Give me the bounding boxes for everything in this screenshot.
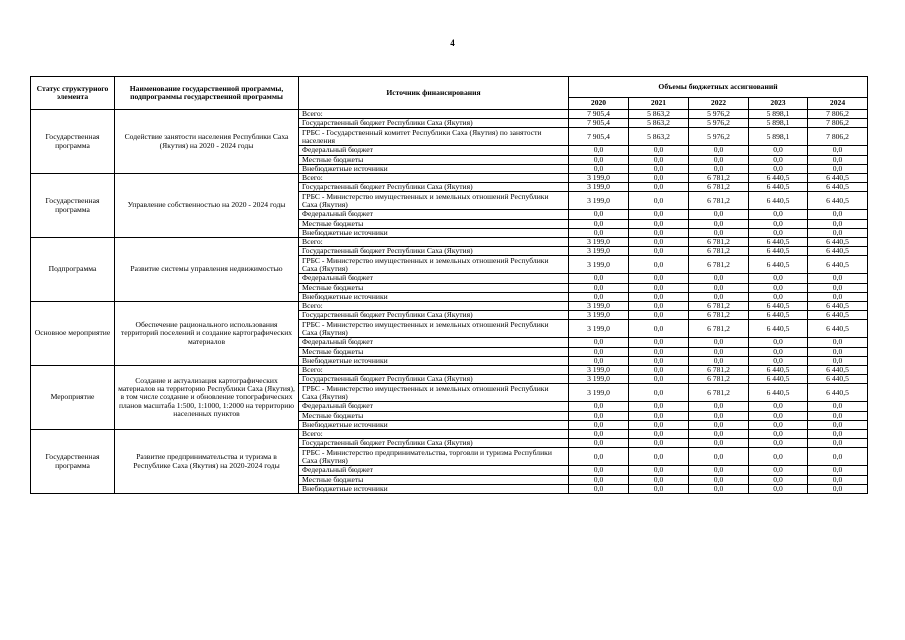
amount-cell-2020: 0,0 bbox=[569, 466, 629, 475]
amount-cell-2021: 0,0 bbox=[629, 338, 689, 347]
amount-cell-2021: 0,0 bbox=[629, 347, 689, 356]
amount-cell-2020: 0,0 bbox=[569, 420, 629, 429]
funding-source-total: Всего: bbox=[299, 430, 569, 439]
funding-source-state-budget: Государственный бюджет Республики Саха (Якутия) bbox=[299, 439, 569, 448]
amount-cell-2021: 0,0 bbox=[629, 366, 689, 375]
funding-source-extrabudgetary: Внебюджетные источники bbox=[299, 292, 569, 301]
amount-cell-2024: 7 806,2 bbox=[808, 128, 868, 146]
amount-cell-2022: 6 781,2 bbox=[689, 192, 749, 210]
funding-source-extrabudgetary: Внебюджетные источники bbox=[299, 164, 569, 173]
amount-cell-2022: 0,0 bbox=[689, 411, 749, 420]
amount-cell-2022: 6 781,2 bbox=[689, 247, 749, 256]
element-status-cell: Подпрограмма bbox=[31, 238, 115, 302]
element-status-cell: Основное мероприятие bbox=[31, 302, 115, 366]
header-program-name: Наименование государственной программы, подпрограммы государственной программы bbox=[115, 77, 299, 110]
amount-cell-2021: 0,0 bbox=[629, 292, 689, 301]
header-year: 2020 bbox=[569, 98, 629, 110]
amount-cell-2022: 0,0 bbox=[689, 228, 749, 237]
amount-cell-2021: 0,0 bbox=[629, 228, 689, 237]
amount-cell-2023: 0,0 bbox=[749, 155, 808, 164]
amount-cell-2021: 0,0 bbox=[629, 164, 689, 173]
amount-cell-2024: 6 440,5 bbox=[808, 192, 868, 210]
amount-cell-2024: 6 440,5 bbox=[808, 375, 868, 384]
amount-cell-2020: 3 199,0 bbox=[569, 183, 629, 192]
amount-cell-2023: 0,0 bbox=[749, 448, 808, 466]
header-year: 2021 bbox=[629, 98, 689, 110]
amount-cell-2023: 6 440,5 bbox=[749, 366, 808, 375]
amount-cell-2021: 0,0 bbox=[629, 402, 689, 411]
amount-cell-2021: 0,0 bbox=[629, 274, 689, 283]
page-number: 4 bbox=[450, 38, 455, 48]
funding-source-local-budgets: Местные бюджеты bbox=[299, 283, 569, 292]
funding-source-total: Всего: bbox=[299, 366, 569, 375]
amount-cell-2021: 0,0 bbox=[629, 384, 689, 402]
amount-cell-2020: 0,0 bbox=[569, 210, 629, 219]
amount-cell-2020: 7 905,4 bbox=[569, 110, 629, 119]
amount-cell-2023: 0,0 bbox=[749, 274, 808, 283]
amount-cell-2022: 0,0 bbox=[689, 484, 749, 493]
amount-cell-2023: 6 440,5 bbox=[749, 384, 808, 402]
amount-cell-2022: 0,0 bbox=[689, 210, 749, 219]
amount-cell-2023: 6 440,5 bbox=[749, 302, 808, 311]
funding-source-federal-budget: Федеральный бюджет bbox=[299, 210, 569, 219]
amount-cell-2022: 6 781,2 bbox=[689, 311, 749, 320]
amount-cell-2022: 5 976,2 bbox=[689, 128, 749, 146]
amount-cell-2023: 0,0 bbox=[749, 466, 808, 475]
amount-cell-2024: 0,0 bbox=[808, 448, 868, 466]
amount-cell-2020: 0,0 bbox=[569, 430, 629, 439]
amount-cell-2022: 0,0 bbox=[689, 347, 749, 356]
amount-cell-2020: 0,0 bbox=[569, 219, 629, 228]
amount-cell-2024: 0,0 bbox=[808, 283, 868, 292]
amount-cell-2024: 0,0 bbox=[808, 338, 868, 347]
amount-cell-2021: 0,0 bbox=[629, 238, 689, 247]
amount-cell-2021: 0,0 bbox=[629, 146, 689, 155]
amount-cell-2020: 3 199,0 bbox=[569, 247, 629, 256]
amount-cell-2024: 0,0 bbox=[808, 484, 868, 493]
amount-cell-2021: 0,0 bbox=[629, 210, 689, 219]
amount-cell-2021: 0,0 bbox=[629, 484, 689, 493]
funding-source-total: Всего: bbox=[299, 110, 569, 119]
amount-cell-2023: 0,0 bbox=[749, 356, 808, 365]
amount-cell-2020: 3 199,0 bbox=[569, 384, 629, 402]
funding-source-extrabudgetary: Внебюджетные источники bbox=[299, 228, 569, 237]
amount-cell-2023: 5 898,1 bbox=[749, 119, 808, 128]
amount-cell-2023: 6 440,5 bbox=[749, 174, 808, 183]
funding-source-grbs: ГРБС - Государственный комитет Республики Саха (Якутия) по занятости населения bbox=[299, 128, 569, 146]
amount-cell-2024: 0,0 bbox=[808, 210, 868, 219]
funding-source-total: Всего: bbox=[299, 302, 569, 311]
amount-cell-2024: 6 440,5 bbox=[808, 366, 868, 375]
funding-source-state-budget: Государственный бюджет Республики Саха (Якутия) bbox=[299, 247, 569, 256]
amount-cell-2020: 3 199,0 bbox=[569, 366, 629, 375]
amount-cell-2022: 6 781,2 bbox=[689, 183, 749, 192]
amount-cell-2024: 6 440,5 bbox=[808, 302, 868, 311]
amount-cell-2022: 0,0 bbox=[689, 274, 749, 283]
amount-cell-2024: 6 440,5 bbox=[808, 311, 868, 320]
funding-source-grbs: ГРБС - Министерство предпринимательства, торговли и туризма Республики Саха (Якутия) bbox=[299, 448, 569, 466]
amount-cell-2024: 0,0 bbox=[808, 292, 868, 301]
amount-cell-2022: 0,0 bbox=[689, 420, 749, 429]
amount-cell-2022: 6 781,2 bbox=[689, 366, 749, 375]
funding-source-state-budget: Государственный бюджет Республики Саха (Якутия) bbox=[299, 311, 569, 320]
amount-cell-2021: 0,0 bbox=[629, 283, 689, 292]
amount-cell-2021: 0,0 bbox=[629, 192, 689, 210]
amount-cell-2020: 0,0 bbox=[569, 228, 629, 237]
amount-cell-2020: 7 905,4 bbox=[569, 119, 629, 128]
amount-cell-2020: 3 199,0 bbox=[569, 192, 629, 210]
amount-cell-2021: 0,0 bbox=[629, 311, 689, 320]
amount-cell-2020: 3 199,0 bbox=[569, 174, 629, 183]
funding-source-federal-budget: Федеральный бюджет bbox=[299, 146, 569, 155]
amount-cell-2023: 5 898,1 bbox=[749, 110, 808, 119]
amount-cell-2022: 0,0 bbox=[689, 146, 749, 155]
amount-cell-2022: 6 781,2 bbox=[689, 302, 749, 311]
amount-cell-2024: 0,0 bbox=[808, 475, 868, 484]
amount-cell-2023: 6 440,5 bbox=[749, 311, 808, 320]
amount-cell-2023: 0,0 bbox=[749, 347, 808, 356]
amount-cell-2023: 6 440,5 bbox=[749, 256, 808, 274]
amount-cell-2022: 0,0 bbox=[689, 283, 749, 292]
amount-cell-2020: 0,0 bbox=[569, 274, 629, 283]
funding-source-extrabudgetary: Внебюджетные источники bbox=[299, 484, 569, 493]
amount-cell-2022: 0,0 bbox=[689, 402, 749, 411]
amount-cell-2021: 0,0 bbox=[629, 174, 689, 183]
amount-cell-2023: 6 440,5 bbox=[749, 238, 808, 247]
budget-table-body bbox=[31, 110, 868, 494]
amount-cell-2023: 0,0 bbox=[749, 164, 808, 173]
amount-cell-2024: 0,0 bbox=[808, 466, 868, 475]
funding-source-local-budgets: Местные бюджеты bbox=[299, 219, 569, 228]
amount-cell-2020: 0,0 bbox=[569, 448, 629, 466]
amount-cell-2021: 5 863,2 bbox=[629, 119, 689, 128]
header-year: 2024 bbox=[808, 98, 868, 110]
funding-source-grbs: ГРБС - Министерство имущественных и земельных отношений Республики Саха (Якутия) bbox=[299, 192, 569, 210]
amount-cell-2021: 0,0 bbox=[629, 155, 689, 164]
amount-cell-2021: 0,0 bbox=[629, 320, 689, 338]
program-name-cell: Развитие предпринимательства и туризма в Республике Саха (Якутия) на 2020-2024 годы bbox=[115, 430, 299, 494]
funding-source-local-budgets: Местные бюджеты bbox=[299, 411, 569, 420]
amount-cell-2023: 0,0 bbox=[749, 411, 808, 420]
header-year: 2023 bbox=[749, 98, 808, 110]
funding-source-local-budgets: Местные бюджеты bbox=[299, 347, 569, 356]
table-row bbox=[31, 302, 868, 311]
funding-source-extrabudgetary: Внебюджетные источники bbox=[299, 356, 569, 365]
amount-cell-2020: 0,0 bbox=[569, 292, 629, 301]
funding-source-local-budgets: Местные бюджеты bbox=[299, 155, 569, 164]
element-status-cell: Государственная программа bbox=[31, 430, 115, 494]
amount-cell-2024: 7 806,2 bbox=[808, 119, 868, 128]
amount-cell-2023: 0,0 bbox=[749, 228, 808, 237]
amount-cell-2023: 0,0 bbox=[749, 430, 808, 439]
amount-cell-2020: 0,0 bbox=[569, 411, 629, 420]
amount-cell-2023: 0,0 bbox=[749, 210, 808, 219]
amount-cell-2023: 6 440,5 bbox=[749, 247, 808, 256]
funding-source-federal-budget: Федеральный бюджет bbox=[299, 274, 569, 283]
amount-cell-2024: 0,0 bbox=[808, 347, 868, 356]
header-funding-source: Источник финансирования bbox=[299, 77, 569, 110]
amount-cell-2024: 0,0 bbox=[808, 356, 868, 365]
table-row bbox=[31, 430, 868, 439]
table-row bbox=[31, 366, 868, 375]
amount-cell-2022: 6 781,2 bbox=[689, 238, 749, 247]
amount-cell-2023: 0,0 bbox=[749, 338, 808, 347]
amount-cell-2022: 0,0 bbox=[689, 475, 749, 484]
amount-cell-2024: 0,0 bbox=[808, 146, 868, 155]
amount-cell-2023: 0,0 bbox=[749, 420, 808, 429]
element-status-cell: Государственная программа bbox=[31, 110, 115, 174]
amount-cell-2020: 0,0 bbox=[569, 338, 629, 347]
funding-source-grbs: ГРБС - Министерство имущественных и земельных отношений Республики Саха (Якутия) bbox=[299, 384, 569, 402]
funding-source-federal-budget: Федеральный бюджет bbox=[299, 338, 569, 347]
amount-cell-2021: 0,0 bbox=[629, 375, 689, 384]
amount-cell-2023: 0,0 bbox=[749, 475, 808, 484]
amount-cell-2022: 6 781,2 bbox=[689, 256, 749, 274]
amount-cell-2021: 5 863,2 bbox=[629, 128, 689, 146]
amount-cell-2024: 7 806,2 bbox=[808, 110, 868, 119]
amount-cell-2021: 0,0 bbox=[629, 356, 689, 365]
funding-source-grbs: ГРБС - Министерство имущественных и земельных отношений Республики Саха (Якутия) bbox=[299, 256, 569, 274]
amount-cell-2022: 0,0 bbox=[689, 466, 749, 475]
amount-cell-2022: 0,0 bbox=[689, 155, 749, 164]
amount-cell-2021: 0,0 bbox=[629, 247, 689, 256]
funding-source-grbs: ГРБС - Министерство имущественных и земельных отношений Республики Саха (Якутия) bbox=[299, 320, 569, 338]
amount-cell-2023: 0,0 bbox=[749, 292, 808, 301]
table-row bbox=[31, 238, 868, 247]
budget-allocation-table bbox=[30, 76, 868, 494]
amount-cell-2021: 0,0 bbox=[629, 219, 689, 228]
amount-cell-2024: 0,0 bbox=[808, 164, 868, 173]
amount-cell-2020: 0,0 bbox=[569, 164, 629, 173]
amount-cell-2020: 0,0 bbox=[569, 356, 629, 365]
amount-cell-2021: 0,0 bbox=[629, 420, 689, 429]
program-name-cell: Создание и актуализация картографических материалов на территорию Республики Саха (Якутия), в том числе создание и обновление топографических планов масштаба 1:500, 1:1000, 1:2000 на территорию населенных пунктов bbox=[115, 366, 299, 430]
amount-cell-2023: 6 440,5 bbox=[749, 183, 808, 192]
amount-cell-2023: 0,0 bbox=[749, 283, 808, 292]
amount-cell-2023: 0,0 bbox=[749, 439, 808, 448]
amount-cell-2022: 6 781,2 bbox=[689, 320, 749, 338]
amount-cell-2023: 0,0 bbox=[749, 402, 808, 411]
funding-source-local-budgets: Местные бюджеты bbox=[299, 475, 569, 484]
amount-cell-2020: 3 199,0 bbox=[569, 302, 629, 311]
funding-source-total: Всего: bbox=[299, 238, 569, 247]
amount-cell-2024: 0,0 bbox=[808, 420, 868, 429]
amount-cell-2021: 0,0 bbox=[629, 183, 689, 192]
amount-cell-2020: 7 905,4 bbox=[569, 128, 629, 146]
amount-cell-2021: 5 863,2 bbox=[629, 110, 689, 119]
amount-cell-2024: 6 440,5 bbox=[808, 256, 868, 274]
amount-cell-2020: 0,0 bbox=[569, 439, 629, 448]
amount-cell-2024: 0,0 bbox=[808, 402, 868, 411]
amount-cell-2023: 6 440,5 bbox=[749, 192, 808, 210]
amount-cell-2021: 0,0 bbox=[629, 411, 689, 420]
amount-cell-2023: 0,0 bbox=[749, 484, 808, 493]
element-status-cell: Государственная программа bbox=[31, 174, 115, 238]
amount-cell-2023: 0,0 bbox=[749, 146, 808, 155]
amount-cell-2020: 3 199,0 bbox=[569, 311, 629, 320]
amount-cell-2022: 0,0 bbox=[689, 338, 749, 347]
header-status: Статус структурного элемента bbox=[31, 77, 115, 110]
funding-source-state-budget: Государственный бюджет Республики Саха (Якутия) bbox=[299, 119, 569, 128]
amount-cell-2024: 0,0 bbox=[808, 228, 868, 237]
amount-cell-2024: 0,0 bbox=[808, 274, 868, 283]
amount-cell-2023: 5 898,1 bbox=[749, 128, 808, 146]
amount-cell-2024: 0,0 bbox=[808, 430, 868, 439]
amount-cell-2020: 3 199,0 bbox=[569, 238, 629, 247]
amount-cell-2020: 0,0 bbox=[569, 347, 629, 356]
amount-cell-2022: 0,0 bbox=[689, 219, 749, 228]
amount-cell-2021: 0,0 bbox=[629, 466, 689, 475]
amount-cell-2020: 0,0 bbox=[569, 155, 629, 164]
amount-cell-2020: 0,0 bbox=[569, 402, 629, 411]
element-status-cell: Мероприятие bbox=[31, 366, 115, 430]
amount-cell-2022: 5 976,2 bbox=[689, 110, 749, 119]
amount-cell-2020: 3 199,0 bbox=[569, 320, 629, 338]
amount-cell-2024: 0,0 bbox=[808, 411, 868, 420]
amount-cell-2023: 6 440,5 bbox=[749, 375, 808, 384]
header-budget-volumes: Объемы бюджетных ассигнований bbox=[569, 77, 868, 98]
program-name-cell: Развитие системы управления недвижимостью bbox=[115, 238, 299, 302]
amount-cell-2021: 0,0 bbox=[629, 302, 689, 311]
funding-source-federal-budget: Федеральный бюджет bbox=[299, 466, 569, 475]
program-name-cell: Управление собственностью на 2020 - 2024 годы bbox=[115, 174, 299, 238]
amount-cell-2022: 6 781,2 bbox=[689, 375, 749, 384]
funding-source-extrabudgetary: Внебюджетные источники bbox=[299, 420, 569, 429]
amount-cell-2024: 0,0 bbox=[808, 219, 868, 228]
amount-cell-2022: 6 781,2 bbox=[689, 174, 749, 183]
program-name-cell: Содействие занятости населения Республики Саха (Якутия) на 2020 - 2024 годы bbox=[115, 110, 299, 174]
amount-cell-2024: 6 440,5 bbox=[808, 183, 868, 192]
amount-cell-2024: 0,0 bbox=[808, 155, 868, 164]
amount-cell-2022: 0,0 bbox=[689, 430, 749, 439]
table-row bbox=[31, 174, 868, 183]
amount-cell-2021: 0,0 bbox=[629, 439, 689, 448]
amount-cell-2022: 0,0 bbox=[689, 356, 749, 365]
amount-cell-2023: 0,0 bbox=[749, 219, 808, 228]
funding-source-state-budget: Государственный бюджет Республики Саха (Якутия) bbox=[299, 375, 569, 384]
amount-cell-2024: 6 440,5 bbox=[808, 174, 868, 183]
amount-cell-2020: 3 199,0 bbox=[569, 256, 629, 274]
table-row bbox=[31, 110, 868, 119]
amount-cell-2020: 0,0 bbox=[569, 484, 629, 493]
amount-cell-2020: 0,0 bbox=[569, 475, 629, 484]
amount-cell-2024: 6 440,5 bbox=[808, 238, 868, 247]
amount-cell-2024: 0,0 bbox=[808, 439, 868, 448]
amount-cell-2024: 6 440,5 bbox=[808, 247, 868, 256]
funding-source-total: Всего: bbox=[299, 174, 569, 183]
amount-cell-2021: 0,0 bbox=[629, 448, 689, 466]
amount-cell-2022: 0,0 bbox=[689, 164, 749, 173]
amount-cell-2022: 0,0 bbox=[689, 439, 749, 448]
amount-cell-2024: 6 440,5 bbox=[808, 384, 868, 402]
program-name-cell: Обеспечение рационального использования территорий поселений и создание картографических материалов bbox=[115, 302, 299, 366]
funding-source-federal-budget: Федеральный бюджет bbox=[299, 402, 569, 411]
amount-cell-2020: 0,0 bbox=[569, 283, 629, 292]
header-year: 2022 bbox=[689, 98, 749, 110]
amount-cell-2020: 3 199,0 bbox=[569, 375, 629, 384]
amount-cell-2021: 0,0 bbox=[629, 475, 689, 484]
amount-cell-2023: 6 440,5 bbox=[749, 320, 808, 338]
amount-cell-2024: 6 440,5 bbox=[808, 320, 868, 338]
funding-source-state-budget: Государственный бюджет Республики Саха (Якутия) bbox=[299, 183, 569, 192]
amount-cell-2021: 0,0 bbox=[629, 430, 689, 439]
amount-cell-2022: 5 976,2 bbox=[689, 119, 749, 128]
amount-cell-2022: 6 781,2 bbox=[689, 384, 749, 402]
amount-cell-2022: 0,0 bbox=[689, 292, 749, 301]
amount-cell-2021: 0,0 bbox=[629, 256, 689, 274]
amount-cell-2022: 0,0 bbox=[689, 448, 749, 466]
amount-cell-2020: 0,0 bbox=[569, 146, 629, 155]
